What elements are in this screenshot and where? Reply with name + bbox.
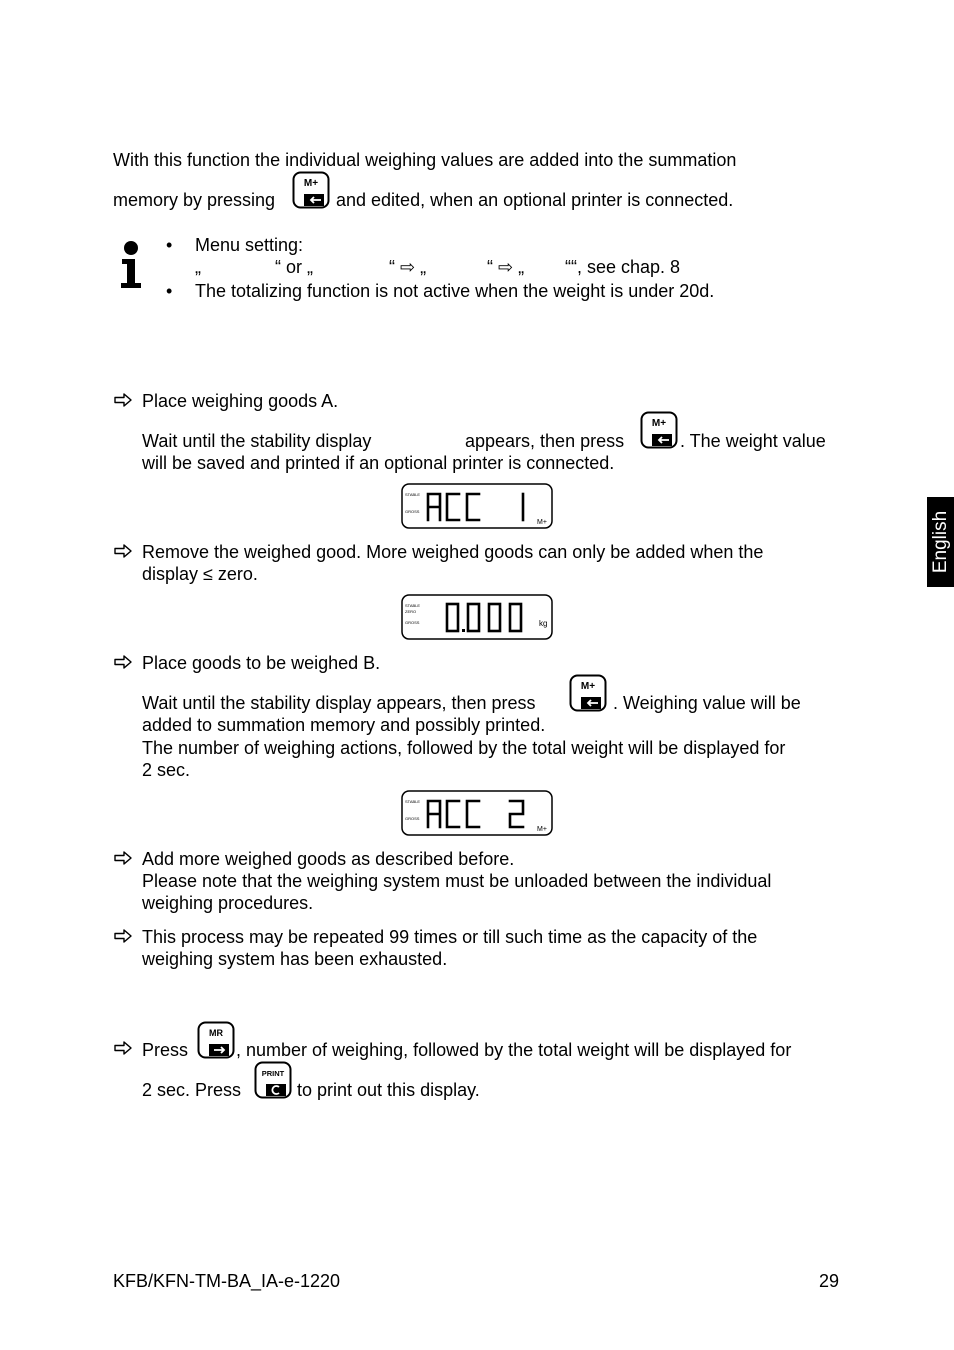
step-3-wait-c: added to summation memory and possibly printed. — [142, 715, 546, 735]
step-arrow-icon — [114, 929, 134, 943]
step-arrow-icon — [114, 544, 134, 558]
mr-key-icon — [197, 1021, 235, 1059]
step-1-wait-b: appears, then press — [465, 431, 625, 451]
step-5-text-b: weighing system has been exhausted. — [142, 949, 448, 969]
intro-line-2b: and edited, when an optional printer is connected. — [336, 190, 734, 210]
lcd-display-acc-2 — [401, 790, 553, 836]
menu-path-part-5: ““, see chap. 8 — [565, 257, 681, 277]
svg-text:PRINT: PRINT — [261, 1069, 285, 1078]
step-arrow-icon — [114, 1041, 134, 1055]
svg-text:STABLE: STABLE — [405, 492, 421, 497]
svg-text:M+: M+ — [537, 519, 547, 526]
language-tab-label: English — [929, 510, 951, 574]
step-4-text-a: Add more weighed goods as described before. — [142, 849, 515, 869]
m-plus-key-icon — [569, 674, 607, 712]
step-4-text-c: weighing procedures. — [142, 893, 314, 913]
menu-path-part-3: “ ⇨ „ — [389, 257, 427, 277]
intro-line-2a: memory by pressing — [113, 190, 276, 210]
svg-text:M+: M+ — [537, 826, 547, 833]
footer-page-number: 29 — [819, 1271, 840, 1291]
bullet-dot: • — [166, 235, 173, 255]
svg-text:M+: M+ — [580, 681, 596, 692]
svg-text:kg: kg — [539, 619, 548, 628]
info-bullet-2: The totalizing function is not active when the weight is under 20d. — [195, 281, 715, 301]
step-arrow-icon — [114, 655, 134, 669]
step-2-text-b: display ≤ zero. — [142, 564, 258, 584]
lcd-display-acc-1 — [401, 483, 553, 529]
step-5-text-a: This process may be repeated 99 times or till such time as the capacity of the — [142, 927, 758, 947]
step-6-text-d: to print out this display. — [297, 1080, 480, 1100]
svg-text:MR: MR — [209, 1028, 223, 1038]
step-arrow-icon — [114, 851, 134, 865]
step-1-text: Place weighing goods A. — [142, 391, 339, 411]
step-6-text-a: Press — [142, 1040, 189, 1060]
m-plus-key-icon — [640, 411, 678, 449]
step-3-wait-e: 2 sec. — [142, 760, 191, 780]
step-arrow-icon — [114, 393, 134, 407]
intro-line-1: With this function the individual weighing values are added into the summation — [113, 150, 737, 170]
language-tab — [927, 497, 954, 587]
svg-text:GROSS: GROSS — [405, 509, 420, 514]
info-bullet-1: Menu setting: — [195, 235, 304, 255]
step-6-text-b: , number of weighing, followed by the total weight will be displayed for — [236, 1040, 792, 1060]
step-1-wait-a: Wait until the stability display — [142, 431, 372, 451]
step-6-text-c: 2 sec. Press — [142, 1080, 242, 1100]
step-3-text: Place goods to be weighed B. — [142, 653, 381, 673]
menu-path-part-2: “ or „ — [275, 257, 313, 277]
svg-text:M+: M+ — [303, 178, 319, 189]
svg-text:ZERO: ZERO — [405, 609, 417, 614]
svg-text:M+: M+ — [651, 418, 667, 429]
svg-text:STABLE: STABLE — [405, 603, 421, 608]
m-plus-key-icon — [292, 171, 330, 209]
step-1-wait-c: . The weight value — [680, 431, 826, 451]
info-icon — [118, 240, 146, 290]
step-1-wait-d: will be saved and printed if an optional printer is connected. — [142, 453, 615, 473]
svg-text:GROSS: GROSS — [405, 816, 420, 821]
menu-path-part-4: “ ⇨ „ — [487, 257, 525, 277]
step-4-text-b: Please note that the weighing system must be unloaded between the individual — [142, 871, 772, 891]
footer-doc-id: KFB/KFN-TM-BA_IA-e-1220 — [113, 1271, 341, 1291]
svg-text:GROSS: GROSS — [405, 620, 420, 625]
bullet-dot: • — [166, 281, 173, 301]
step-3-wait-d: The number of weighing actions, followed by the total weight will be displayed for — [142, 738, 786, 758]
svg-text:STABLE: STABLE — [405, 799, 421, 804]
step-3-wait-b: . Weighing value will be — [613, 693, 801, 713]
print-key-icon — [254, 1061, 292, 1099]
menu-path-part-1: „ — [195, 257, 201, 277]
lcd-display-zero — [401, 594, 553, 640]
step-2-text-a: Remove the weighed good. More weighed goods can only be added when the — [142, 542, 764, 562]
step-3-wait-a: Wait until the stability display appears, then press — [142, 693, 536, 713]
